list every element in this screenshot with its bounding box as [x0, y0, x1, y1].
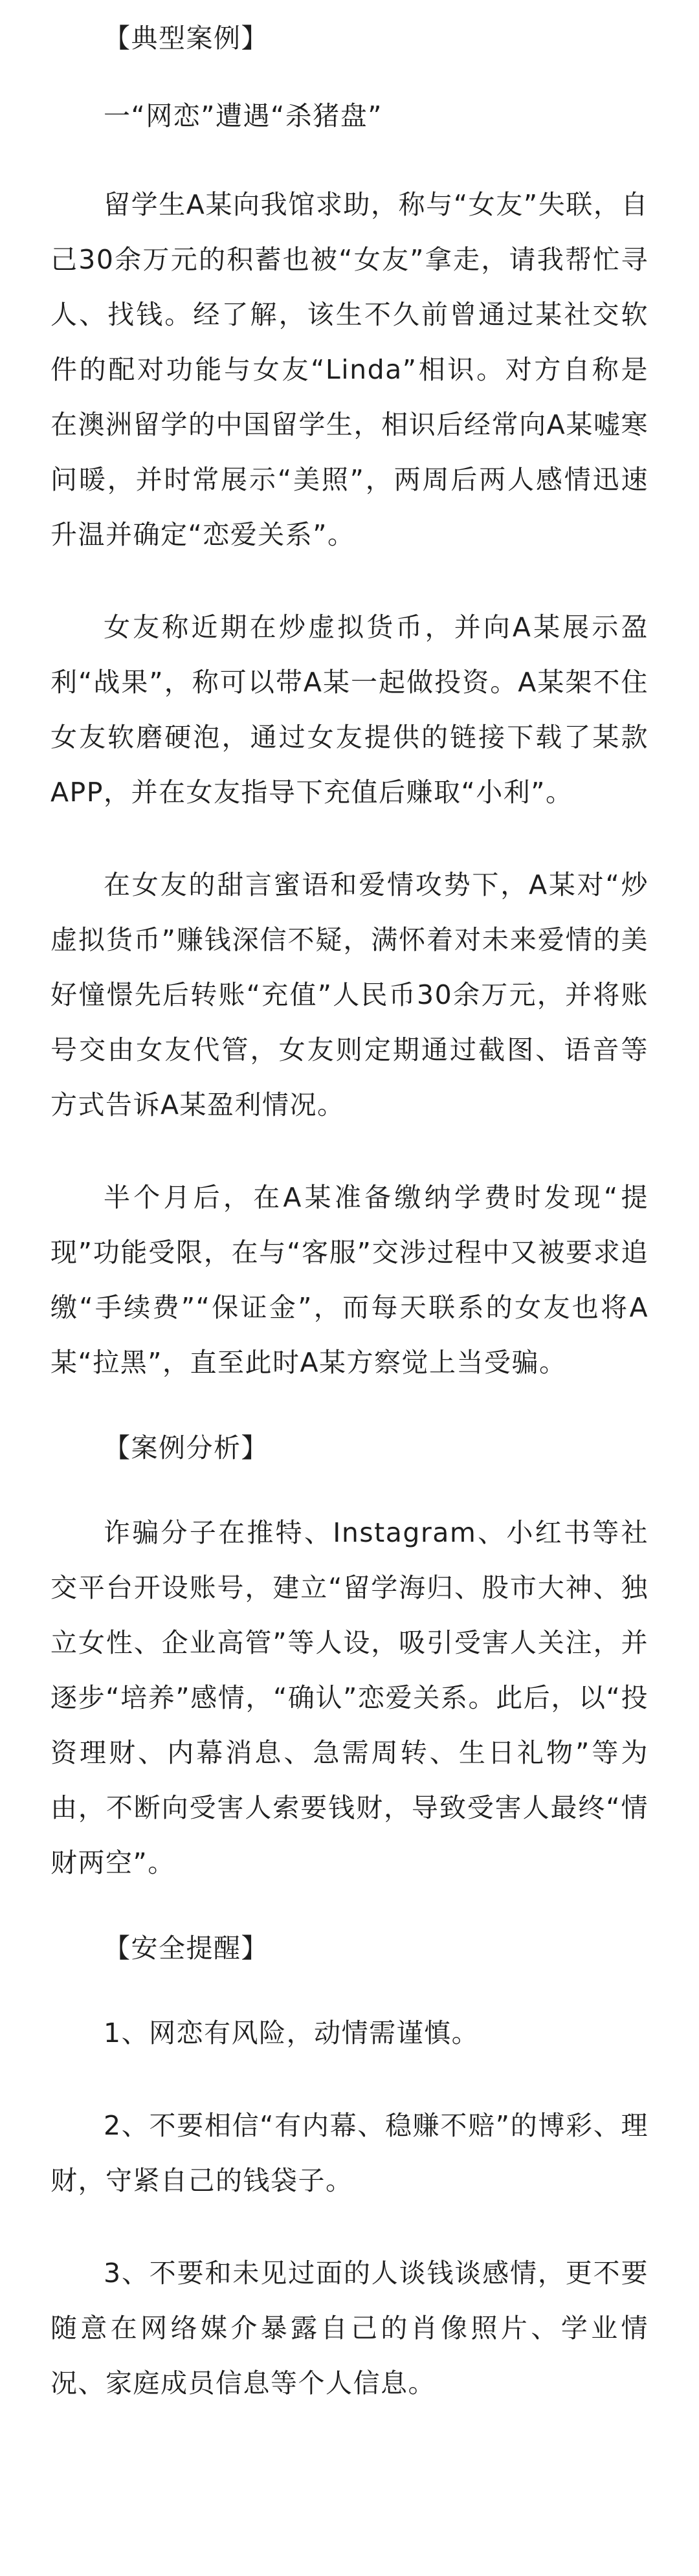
- case-subtitle: 一“网恋”遭遇“杀猪盘”: [104, 100, 383, 131]
- section-heading-case-analysis: 【案例分析】: [104, 1432, 269, 1463]
- case-paragraph: 女友称近期在炒虚拟货币，并向A某展示盈利“战果”，称可以带A某一起做投资。A某架不住女友软磨硬泡，通过女友提供的链接下载了某款APP，并在女友指导下充值后赚取“小利”。: [50, 612, 649, 808]
- case-paragraph: 半个月后，在A某准备缴纳学费时发现“提现”功能受限，在与“客服”交涉过程中又被要求追缴“手续费”“保证金”，而每天联系的女友也将A某“拉黑”，直至此时A某方察觉上当受骗。: [50, 1182, 649, 1378]
- safety-item: 2、不要相信“有内幕、稳赚不赔”的博彩、理财，守紧自己的钱袋子。: [50, 2110, 649, 2196]
- section-heading-safety-reminder: 【安全提醒】: [104, 1933, 269, 1964]
- analysis-paragraph: 诈骗分子在推特、Instagram、小红书等社交平台开设账号，建立“留学海归、股市大神、独立女性、企业高管”等人设，吸引受害人关注，并逐步“培养”感情，“确认”恋爱关系。此后，以“投资理财、内幕消息、急需周转、生日礼物”等为由，不断向受害人索要钱财，导致受害人最终“情财两空”。: [50, 1517, 649, 1878]
- case-paragraph: 在女友的甜言蜜语和爱情攻势下，A某对“炒虚拟货币”赚钱深信不疑，满怀着对未来爱情的美好憧憬先后转账“充值”人民币30余万元，并将账号交由女友代管，女友则定期通过截图、语音等方式告诉A某盈利情况。: [50, 869, 649, 1120]
- safety-item: 3、不要和未见过面的人谈钱谈感情，更不要随意在网络媒介暴露自己的肖像照片、学业情况、家庭成员信息等个人信息。: [50, 2258, 649, 2399]
- case-paragraph: 留学生A某向我馆求助，称与“女友”失联，自己30余万元的积蓄也被“女友”拿走，请我帮忙寻人、找钱。经了解，该生不久前曾通过某社交软件的配对功能与女友“Linda”相识。对方自称是在澳洲留学的中国留学生，相识后经常向A某嘘寒问暖，并时常展示“美照”，两周后两人感情迅速升温并确定“恋爱关系”。: [50, 189, 649, 550]
- section-heading-typical-case: 【典型案例】: [104, 23, 269, 54]
- safety-item: 1、网恋有风险，动情需谨慎。: [104, 2017, 480, 2049]
